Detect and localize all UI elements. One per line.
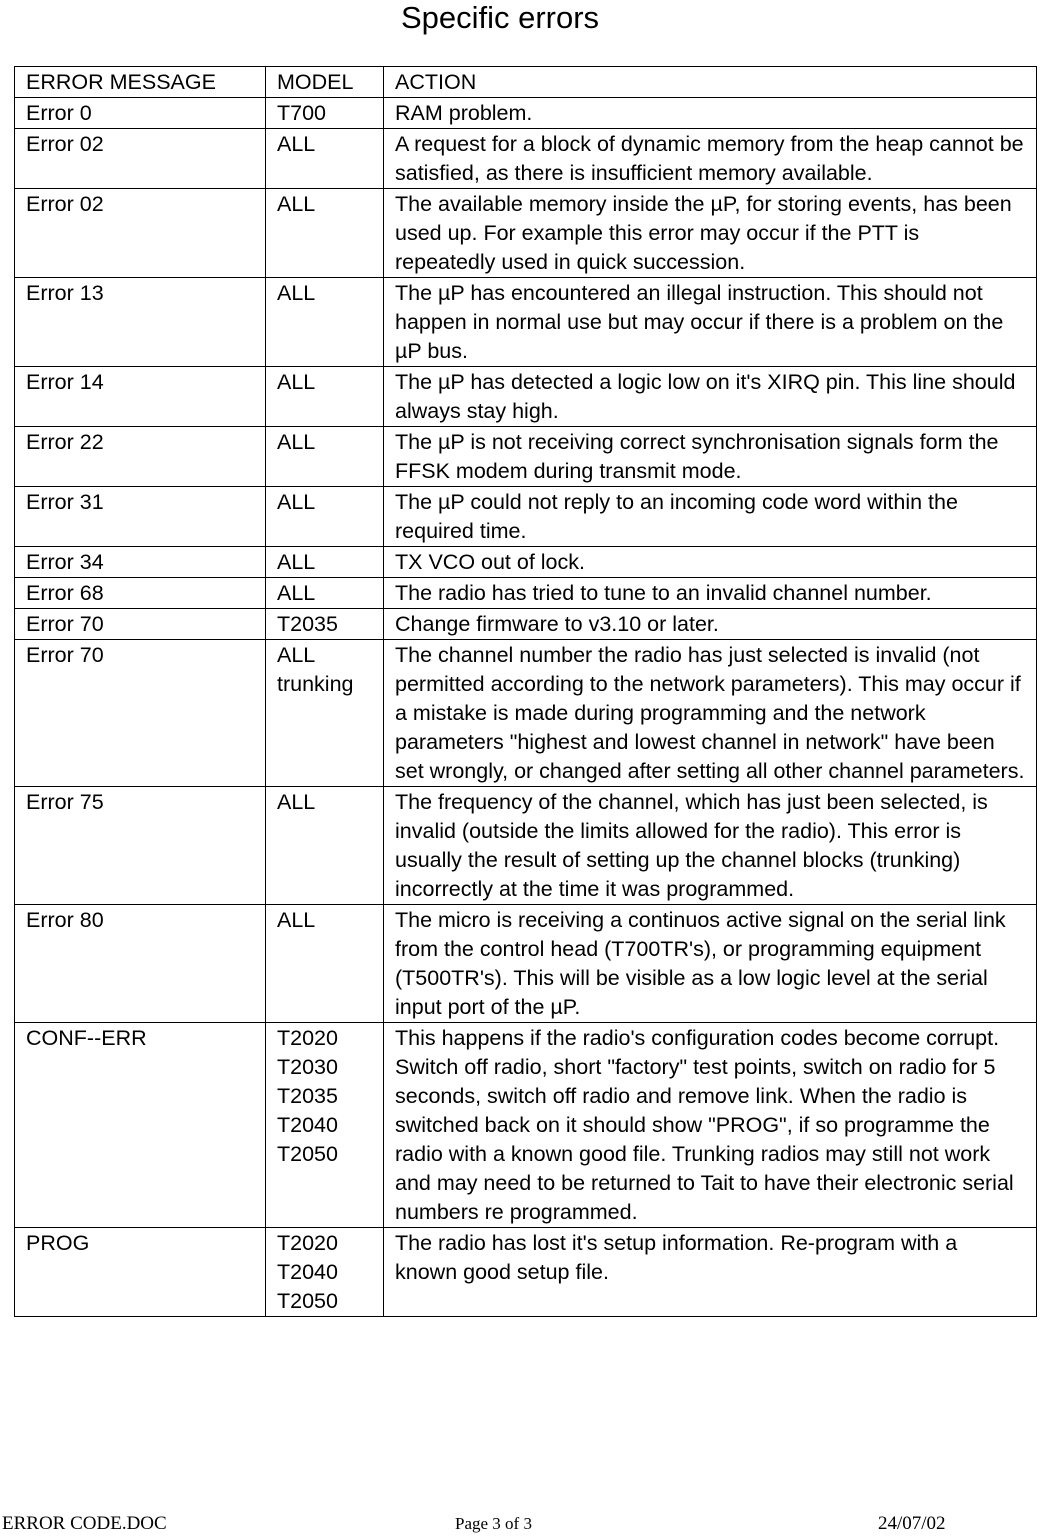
model-value: T2040	[277, 1260, 338, 1284]
table-row	[15, 1023, 1037, 1228]
error-message-cell: Error 70	[15, 609, 266, 640]
action-cell: The available memory inside the µP, for storing events, has been used up. For example this error may occur if the PTT is repeatedly used in quick succession.	[384, 189, 1037, 278]
error-message-cell: Error 0	[15, 98, 266, 129]
action-cell: The radio has tried to tune to an invalid channel number.	[384, 578, 1037, 609]
model-value: T2020	[277, 1231, 338, 1255]
table-row	[15, 278, 1037, 367]
error-table	[14, 66, 1037, 1317]
error-message-cell: Error 68	[15, 578, 266, 609]
error-message-cell: Error 34	[15, 547, 266, 578]
table-row	[15, 609, 1037, 640]
table-row	[15, 905, 1037, 1023]
action-cell: TX VCO out of lock.	[384, 547, 1037, 578]
model-cell	[266, 547, 384, 578]
action-cell: RAM problem.	[384, 98, 1037, 129]
model-value: T2030	[277, 1055, 338, 1079]
model-cell	[266, 427, 384, 487]
error-message-cell: Error 02	[15, 189, 266, 278]
header-action: ACTION	[384, 67, 1037, 98]
model-value: T2020	[277, 1026, 338, 1050]
table-row	[15, 640, 1037, 787]
model-value: T2035	[277, 1084, 338, 1108]
error-message-cell: Error 13	[15, 278, 266, 367]
header-row	[15, 67, 1037, 98]
model-value: T2035	[277, 612, 338, 636]
footer-date: 24/07/02	[878, 1513, 946, 1534]
model-value: ALL	[277, 908, 316, 932]
model-value: ALL	[277, 281, 316, 305]
error-message-cell: Error 31	[15, 487, 266, 547]
action-cell: The radio has lost it's setup information. Re-program with a known good setup file.	[384, 1228, 1037, 1317]
error-message-cell: Error 80	[15, 905, 266, 1023]
header-model: MODEL	[266, 67, 384, 98]
model-cell	[266, 1228, 384, 1317]
model-value: ALL	[277, 192, 316, 216]
model-value: ALL	[277, 370, 316, 394]
model-value: ALL	[277, 790, 316, 814]
model-value: ALL	[277, 430, 316, 454]
table-row	[15, 367, 1037, 427]
error-message-cell: Error 22	[15, 427, 266, 487]
model-value: T2050	[277, 1142, 338, 1166]
model-cell	[266, 278, 384, 367]
table-row	[15, 547, 1037, 578]
model-value: T2040	[277, 1113, 338, 1137]
error-message-cell: Error 14	[15, 367, 266, 427]
table-row	[15, 1228, 1037, 1317]
model-value: T2050	[277, 1289, 338, 1313]
table-row	[15, 427, 1037, 487]
page-title: Specific errors	[400, 0, 600, 35]
table-row	[15, 129, 1037, 189]
model-cell	[266, 129, 384, 189]
model-value: ALL	[277, 550, 316, 574]
model-value: ALL	[277, 132, 316, 156]
model-cell	[266, 609, 384, 640]
model-value: T700	[277, 101, 327, 125]
footer-filename: ERROR CODE.DOC	[2, 1513, 167, 1534]
error-message-cell: PROG	[15, 1228, 266, 1317]
footer-page-number: Page 3 of 3	[455, 1514, 532, 1533]
action-cell: The µP has detected a logic low on it's XIRQ pin. This line should always stay high.	[384, 367, 1037, 427]
action-cell: This happens if the radio's configuration codes become corrupt. Switch off radio, short "factory" test points, switch on radio for 5 seconds, switch off radio and remove link. When the radio is switched back on it should show "PROG", if so programme the radio with a known good file. Trunking radios may still not work and may need to be returned to Tait to have their electronic serial numbers re programmed.	[384, 1023, 1037, 1228]
model-cell	[266, 787, 384, 905]
error-message-cell: Error 02	[15, 129, 266, 189]
model-cell	[266, 487, 384, 547]
header-error-message: ERROR MESSAGE	[15, 67, 266, 98]
model-cell	[266, 98, 384, 129]
table-row	[15, 189, 1037, 278]
model-value: ALL	[277, 643, 316, 667]
model-cell	[266, 905, 384, 1023]
action-cell: The µP has encountered an illegal instruction. This should not happen in normal use but may occur if there is a problem on the µP bus.	[384, 278, 1037, 367]
table-row	[15, 98, 1037, 129]
action-cell: The µP could not reply to an incoming code word within the required time.	[384, 487, 1037, 547]
action-cell: The channel number the radio has just selected is invalid (not permitted according to the network parameters). This may occur if a mistake is made during programming and the network parameters "highest and lowest channel in network" have been set wrongly, or changed after setting all other channel parameters.	[384, 640, 1037, 787]
model-cell	[266, 1023, 384, 1228]
table-row	[15, 487, 1037, 547]
action-cell: The micro is receiving a continuos active signal on the serial link from the control head (T700TR's), or programming equipment (T500TR's). This will be visible as a low logic level at the serial input port of the µP.	[384, 905, 1037, 1023]
model-value: ALL	[277, 490, 316, 514]
model-cell	[266, 367, 384, 427]
model-cell	[266, 578, 384, 609]
action-cell: The µP is not receiving correct synchronisation signals form the FFSK modem during transmit mode.	[384, 427, 1037, 487]
action-cell: A request for a block of dynamic memory from the heap cannot be satisfied, as there is insufficient memory available.	[384, 129, 1037, 189]
model-cell	[266, 189, 384, 278]
error-message-cell: Error 75	[15, 787, 266, 905]
error-message-cell: CONF--ERR	[15, 1023, 266, 1228]
table-row	[15, 787, 1037, 905]
error-message-cell: Error 70	[15, 640, 266, 787]
model-value: ALL	[277, 581, 316, 605]
model-cell	[266, 640, 384, 787]
action-cell: Change firmware to v3.10 or later.	[384, 609, 1037, 640]
table-row	[15, 578, 1037, 609]
model-value: trunking	[277, 672, 354, 696]
action-cell: The frequency of the channel, which has just been selected, is invalid (outside the limits allowed for the radio). This error is usually the result of setting up the channel blocks (trunking) incorrectly at the time it was programmed.	[384, 787, 1037, 905]
